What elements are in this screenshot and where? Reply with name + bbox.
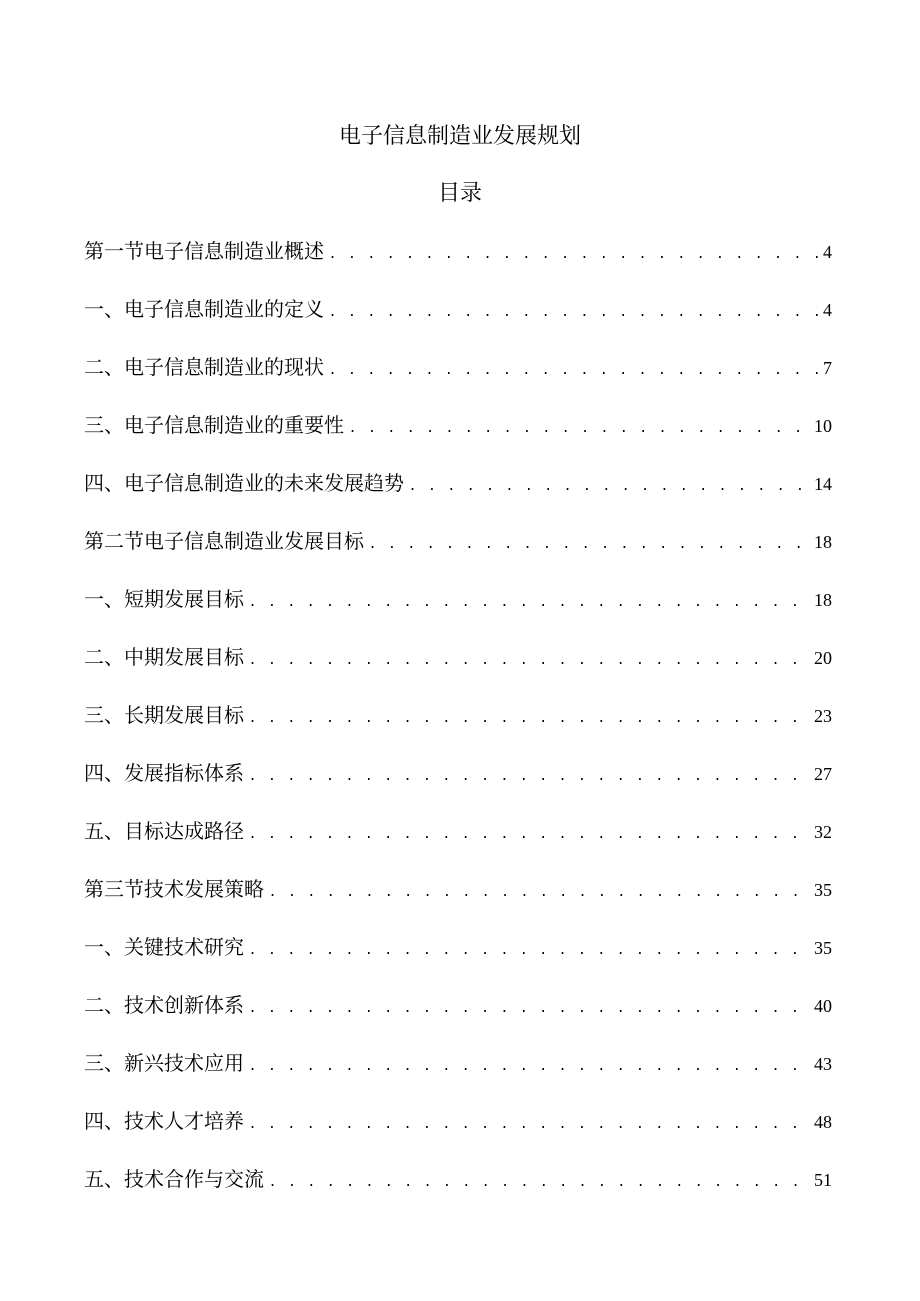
toc-entry[interactable] (84, 352, 832, 410)
dot-leader (250, 1108, 810, 1138)
toc-entry[interactable] (84, 1164, 832, 1222)
toc-page-number: 4 (823, 300, 832, 320)
toc-entry-label: 二、中期发展目标 (84, 645, 244, 669)
toc-entry-label: 四、发展指标体系 (84, 761, 244, 785)
dot-leader (250, 702, 810, 732)
toc-page-number: 23 (814, 706, 832, 726)
toc-entry-label: 五、技术合作与交流 (84, 1167, 264, 1191)
toc-page-number: 14 (814, 474, 832, 494)
toc-page-number: 18 (814, 532, 832, 552)
toc-entry-label: 五、目标达成路径 (84, 819, 244, 843)
toc-entry[interactable] (84, 410, 832, 468)
toc-entry[interactable] (84, 1106, 832, 1164)
toc-entry[interactable] (84, 990, 832, 1048)
dot-leader (250, 1050, 810, 1080)
toc-heading: 目录 (437, 181, 482, 206)
toc-entry[interactable] (84, 932, 832, 990)
toc-entry-section-3[interactable] (84, 874, 832, 932)
toc-entry-label: 第三节技术发展策略 (84, 877, 264, 901)
toc-entry[interactable] (84, 468, 832, 526)
dot-leader (270, 1166, 810, 1196)
toc-page-number: 43 (814, 1054, 832, 1074)
toc-entry-label: 二、电子信息制造业的现状 (84, 355, 324, 379)
toc-entry-label: 第二节电子信息制造业发展目标 (84, 529, 364, 553)
toc-entry[interactable] (84, 642, 832, 700)
toc-entry-label: 四、技术人才培养 (84, 1109, 244, 1133)
toc-entry-label: 三、电子信息制造业的重要性 (84, 413, 344, 437)
toc-page-number: 7 (823, 358, 832, 378)
toc-page-number: 48 (814, 1112, 832, 1132)
toc-entry[interactable] (84, 700, 832, 758)
toc-entry-label: 一、短期发展目标 (84, 587, 244, 611)
dot-leader (330, 354, 819, 384)
dot-leader (250, 818, 810, 848)
dot-leader (330, 238, 819, 268)
toc-entry-label: 三、新兴技术应用 (84, 1051, 244, 1075)
dot-leader (250, 992, 810, 1022)
dot-leader (270, 876, 810, 906)
toc-entry-label: 三、长期发展目标 (84, 703, 244, 727)
dot-leader (250, 760, 810, 790)
toc-page-number: 35 (814, 880, 832, 900)
dot-leader (250, 586, 810, 616)
table-of-contents (84, 236, 832, 1222)
toc-entry[interactable] (84, 816, 832, 874)
dot-leader (330, 296, 819, 326)
toc-entry-label: 二、技术创新体系 (84, 993, 244, 1017)
document-title: 电子信息制造业发展规划 (338, 124, 581, 149)
dot-leader (250, 644, 810, 674)
toc-entry-label: 四、电子信息制造业的未来发展趋势 (84, 471, 404, 495)
toc-entry[interactable] (84, 1048, 832, 1106)
toc-page-number: 27 (814, 764, 832, 784)
toc-entry[interactable] (84, 758, 832, 816)
toc-entry[interactable] (84, 294, 832, 352)
toc-page-number: 20 (814, 648, 832, 668)
toc-page-number: 18 (814, 590, 832, 610)
toc-page-number: 10 (814, 416, 832, 436)
toc-entry-label: 一、关键技术研究 (84, 935, 244, 959)
toc-page-number: 32 (814, 822, 832, 842)
toc-entry-label: 一、电子信息制造业的定义 (84, 297, 324, 321)
toc-page-number: 35 (814, 938, 832, 958)
toc-page-number: 4 (823, 242, 832, 262)
toc-entry-section-1[interactable] (84, 236, 832, 294)
toc-entry-section-2[interactable] (84, 526, 832, 584)
toc-entry-label: 第一节电子信息制造业概述 (84, 239, 324, 263)
toc-page-number: 40 (814, 996, 832, 1016)
dot-leader (350, 412, 810, 442)
toc-page-number: 51 (814, 1170, 832, 1190)
dot-leader (410, 470, 810, 500)
dot-leader (250, 934, 810, 964)
dot-leader (370, 528, 810, 558)
toc-entry[interactable] (84, 584, 832, 642)
